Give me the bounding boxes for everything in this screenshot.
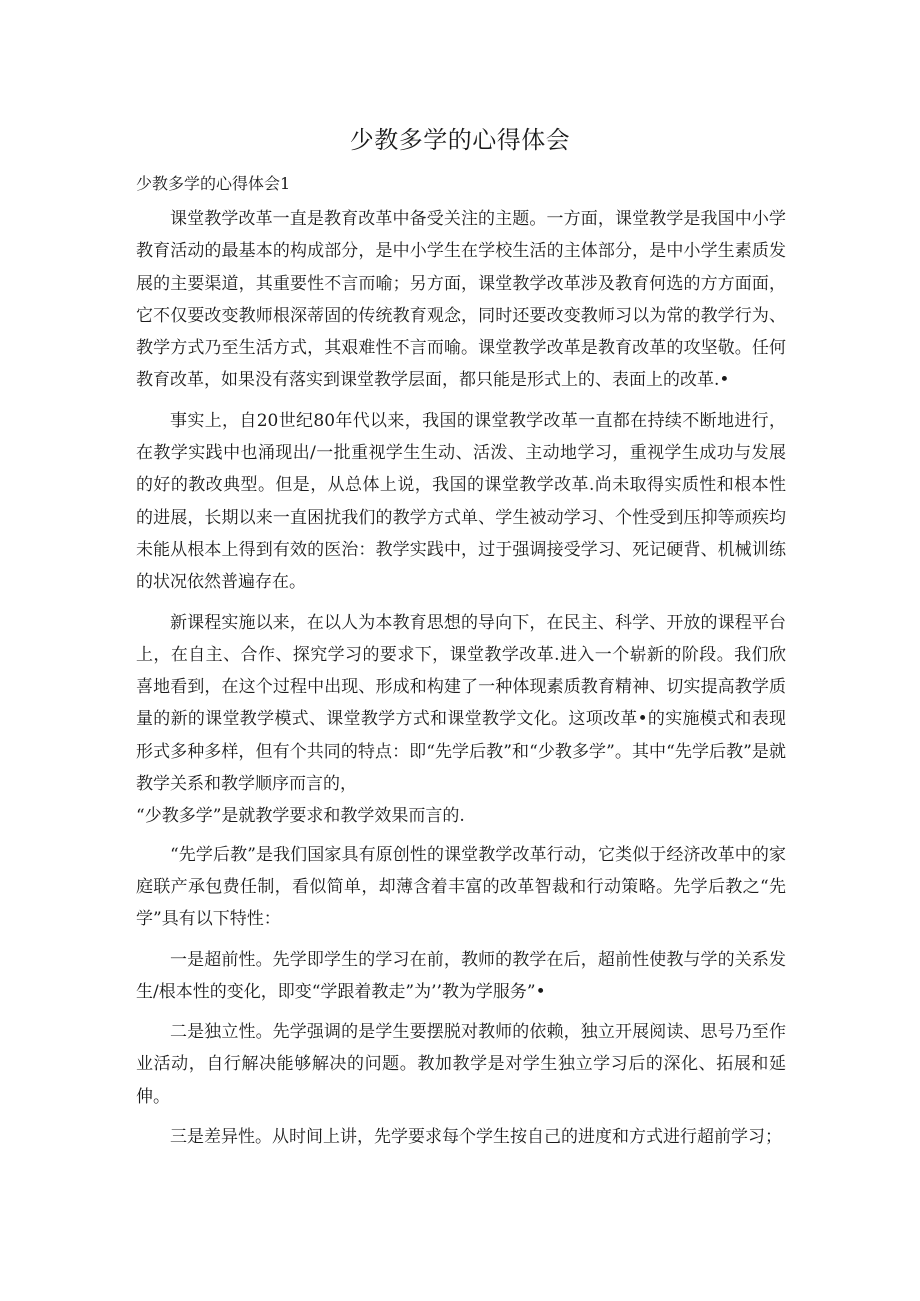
paragraph-1: 课堂教学改革一直是教育改革中备受关注的主题。一方面，课堂教学是我国中小学教育活动的最基本的构成部分，是中小学生在学校生活的主体部分，是中小学生素质发展的主要渠道，其重要性不言而喻；另方面，课堂教学改革涉及教育何选的方方面面，它不仅要改变教师根深蒂固的传统教育观念，同时还要改变教师习以为常的教学行为、教学方式乃至生活方式，其艰难性不言而喻。课堂教学改革是教育改革的攻坚敬。任何教育改革，如果没有落实到课堂教学层面，都只能是形式上的、表面上的改革.• [136, 209, 786, 391]
paragraph-7: 二是独立性。先学强调的是学生要摆脱对教师的依赖，独立开展阅读、思号乃至作业活动，自行解决能够解决的问题。教加教学是对学生独立学习后的深化、拓展和延伸。 [136, 1022, 786, 1107]
paragraph-6: 一是超前性。先学即学生的学习在前，教师的教学在后，超前性使教与学的关系发生/根本性的变化，即变“学跟着教走”为’’教为学服务”• [136, 949, 786, 1002]
paragraph-4: “少教多学”是就教学要求和教学效果而言的. [136, 806, 465, 827]
paragraph-2: 事实上，自20世纪80年代以来，我国的课堂教学改革一直都在持续不断地进行，在教学实践中也涌现出/一批重视学生生动、活泼、主动地学习，重视学生成功与发展的好的教改典型。但是，从总体上说，我国的课堂教学改革.尚未取得实质性和根本性的进展，长期以来一直困扰我们的教学方式单、学生被动学习、个性受到压抑等顽疾均未能从根本上得到有效的医治：教学实践中，过于强调接受学习、死记硬背、机械训练的状况依然普遍存在。 [136, 410, 786, 593]
document-body [136, 203, 786, 1161]
paragraph-5: “先学后教”是我们国家具有原创性的课堂教学改革行动，它类似于经济改革中的家庭联产承包费任制，看似简单，却薄含着丰富的改革智裁和行动策略。先学后教之“先学”具有以下特性： [136, 844, 786, 930]
paragraph-3: 新课程实施以来，在以人为本教育思想的导向下，在民主、科学、开放的课程平台上，在自主、合作、探究学习的要求下，课堂教学改革.进入一个崭新的阶段。我们欣喜地看到，在这个过程中出现、形成和构建了一种体现素质教育精神、切实提高教学质量的新的课堂教学模式、课堂教学方式和课堂教学文化。这项改革•的实施模式和表现形式多种多样，但有个共同的特点：即“先学后教”和“少教多学”。其中“先学后教”是就教学关系和教学顺序而言的， [136, 612, 786, 795]
document-subtitle: 少教多学的心得体会1 [136, 174, 291, 193]
document-title: 少教多学的心得体会 [349, 126, 571, 154]
paragraph-8: 三是差异性。从时间上讲，先学要求每个学生按自己的进度和方式进行超前学习； [170, 1127, 782, 1148]
